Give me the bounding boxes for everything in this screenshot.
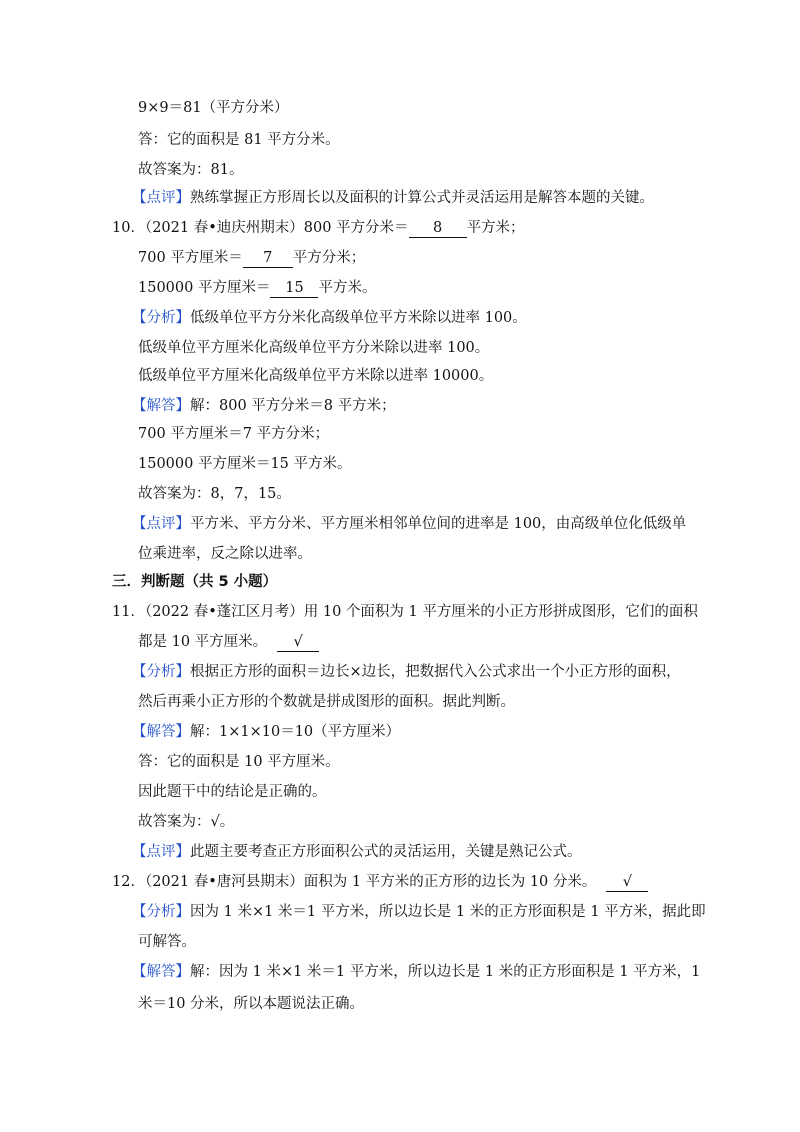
solution-tag: 【解答】 bbox=[132, 398, 190, 414]
question-text: 10．（2021 春•迪庆州期末）800 平方分米＝ bbox=[112, 220, 409, 236]
text-line: 故答案为：8，7，15。 bbox=[138, 486, 291, 502]
solution-line bbox=[132, 962, 700, 982]
question-text: 都是 10 平方厘米。 bbox=[138, 634, 268, 650]
solution-text: 解：800 平方分米＝8 平方米； bbox=[190, 398, 396, 414]
section-heading: 三．判断题（共 5 小题） bbox=[112, 574, 278, 590]
question-text: 平方米。 bbox=[318, 280, 377, 296]
analysis-tag: 【分析】 bbox=[132, 310, 190, 326]
text-line: 故答案为：√。 bbox=[138, 814, 235, 830]
comment-text: 此题主要考查正方形面积公式的灵活运用，关键是熟记公式。 bbox=[190, 844, 582, 860]
answer-blank: 8 bbox=[409, 219, 467, 238]
comment-tag: 【点评】 bbox=[132, 190, 190, 206]
analysis-tag: 【分析】 bbox=[132, 664, 190, 680]
solution-line bbox=[132, 396, 396, 416]
text-line: 答：它的面积是 10 平方厘米。 bbox=[138, 754, 340, 770]
analysis-line bbox=[132, 662, 681, 682]
text-line: 150000 平方厘米＝15 平方米。 bbox=[138, 456, 352, 472]
question-10 bbox=[112, 218, 525, 238]
comment-line bbox=[132, 842, 582, 862]
analysis-tag: 【分析】 bbox=[132, 904, 190, 920]
comment-text: 熟练掌握正方形周长以及面积的计算公式并灵活运用是解答本题的关键。 bbox=[190, 190, 654, 206]
analysis-text: 因为 1 米×1 米＝1 平方米，所以边长是 1 米的正方形面积是 1 平方米，据此即 bbox=[190, 904, 706, 920]
text-line: 低级单位平方厘米化高级单位平方分米除以进率 100。 bbox=[138, 340, 490, 356]
solution-line bbox=[132, 722, 400, 742]
text-line: 然后再乘小正方形的个数就是拼成图形的面积。据此判断。 bbox=[138, 694, 515, 710]
text-line: 因此题干中的结论是正确的。 bbox=[138, 784, 327, 800]
question-text: 平方米； bbox=[466, 220, 525, 236]
solution-tag: 【解答】 bbox=[132, 724, 190, 740]
question-12 bbox=[112, 872, 648, 892]
text-line: 可解答。 bbox=[138, 934, 196, 950]
comment-line bbox=[132, 514, 686, 534]
text-line bbox=[138, 248, 365, 268]
comment-line bbox=[132, 188, 654, 208]
text-line: 700 平方厘米＝7 平方分米； bbox=[138, 426, 330, 442]
answer-blank: √ bbox=[277, 633, 319, 652]
comment-tag: 【点评】 bbox=[132, 844, 190, 860]
answer-blank: 7 bbox=[243, 249, 293, 268]
comment-text: 平方米、平方分米、平方厘米相邻单位间的进率是 100，由高级单位化低级单 bbox=[190, 516, 687, 532]
analysis-line bbox=[132, 902, 706, 922]
answer-blank: 15 bbox=[270, 279, 318, 298]
text-line: 低级单位平方厘米化高级单位平方米除以进率 10000。 bbox=[138, 368, 494, 384]
text-line bbox=[138, 278, 376, 298]
question-text: 700 平方厘米＝ bbox=[138, 250, 243, 266]
text-line: 米＝10 分米，所以本题说法正确。 bbox=[138, 996, 365, 1012]
text-line: 9×9＝81（平方分米） bbox=[138, 100, 289, 116]
comment-tag: 【点评】 bbox=[132, 516, 190, 532]
question-11: 11．（2022 春•蓬江区月考）用 10 个面积为 1 平方厘米的小正方形拼成图形，它们的面积 bbox=[112, 604, 698, 620]
text-line: 答：它的面积是 81 平方分米。 bbox=[138, 132, 340, 148]
answer-blank: √ bbox=[606, 873, 648, 892]
solution-text: 解：因为 1 米×1 米＝1 平方米，所以边长是 1 米的正方形面积是 1 平方米，1 bbox=[190, 964, 701, 980]
text-line bbox=[138, 632, 319, 652]
analysis-line bbox=[132, 308, 527, 328]
question-text: 12．（2021 春•唐河县期末）面积为 1 平方米的正方形的边长为 10 分米。 bbox=[112, 874, 597, 890]
analysis-text: 低级单位平方分米化高级单位平方米除以进率 100。 bbox=[190, 310, 527, 326]
question-text: 150000 平方厘米＝ bbox=[138, 280, 271, 296]
solution-text: 解：1×1×10＝10（平方厘米） bbox=[190, 724, 401, 740]
question-text: 平方分米； bbox=[292, 250, 366, 266]
analysis-text: 根据正方形的面积＝边长×边长，把数据代入公式求出一个小正方形的面积， bbox=[190, 664, 681, 680]
text-line: 故答案为：81。 bbox=[138, 162, 244, 178]
solution-tag: 【解答】 bbox=[132, 964, 190, 980]
text-line: 位乘进率，反之除以进率。 bbox=[138, 546, 312, 562]
